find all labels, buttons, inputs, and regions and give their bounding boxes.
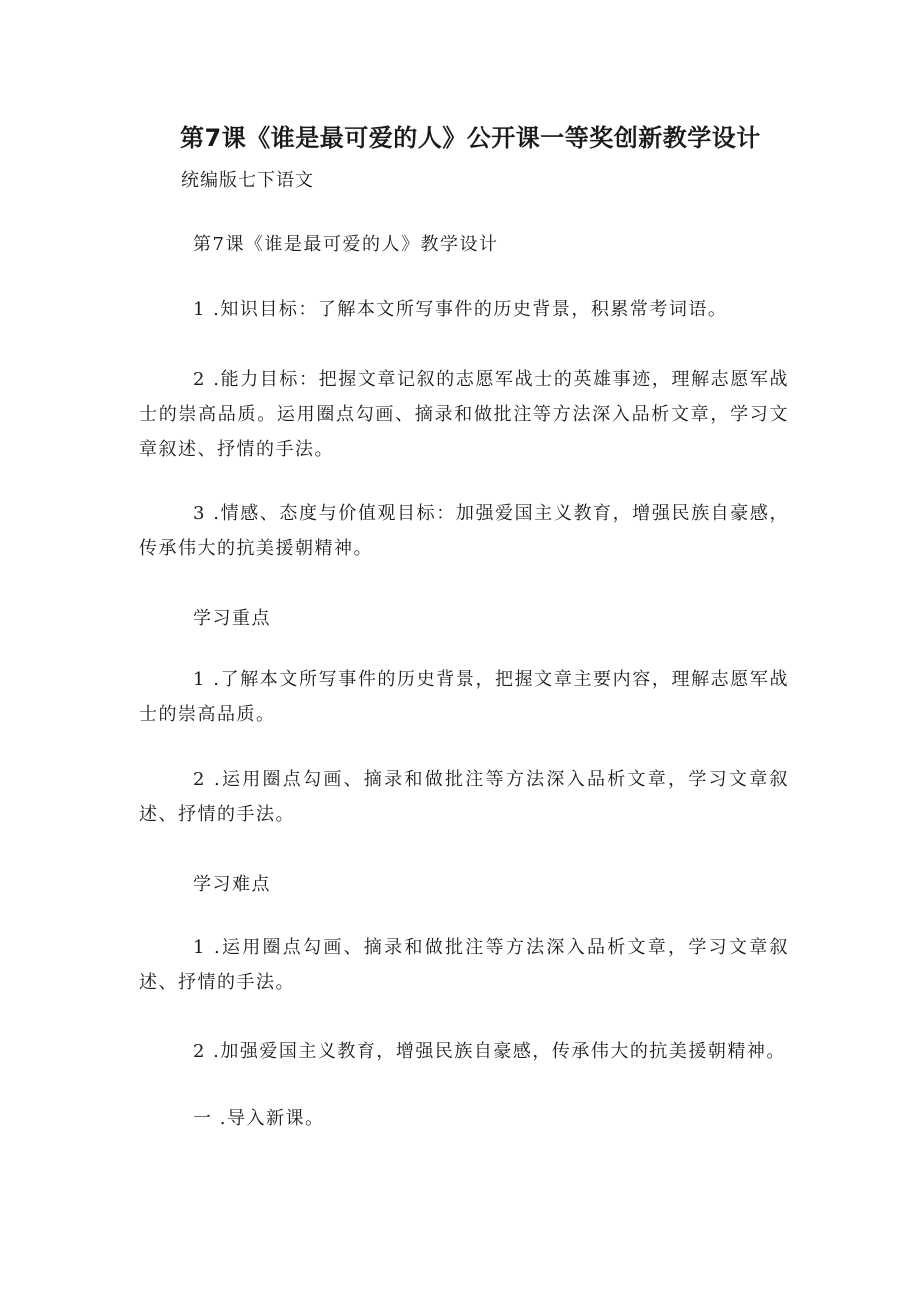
- difficulties-heading: 学习难点: [193, 874, 271, 895]
- difficulty-2: 2 .加强爱国主义教育，增强民族自豪感，传承伟大的抗美援朝精神。: [193, 1041, 786, 1062]
- key-points-heading: 学习重点: [193, 608, 271, 629]
- document-subtitle: 统编版七下语文: [181, 170, 314, 191]
- objective-knowledge: 1 .知识目标：了解本文所写事件的历史背景，积累常考词语。: [193, 299, 728, 320]
- document-title: 第7课《谁是最可爱的人》公开课一等奖创新教学设计: [180, 124, 761, 152]
- key-point-1: 1 .了解本文所写事件的历史背景，把握文章主要内容，理解志愿军战士的崇高品质。: [139, 669, 789, 725]
- objective-emotion: 3 .情感、态度与价值观目标：加强爱国主义教育，增强民族自豪感，传承伟大的抗美援朝精神。: [139, 503, 789, 559]
- objective-ability: 2 .能力目标：把握文章记叙的志愿军战士的英雄事迹，理解志愿军战士的崇高品质。运用圈点勾画、摘录和做批注等方法深入品析文章，学习文章叙述、抒情的手法。: [139, 369, 789, 460]
- difficulty-1: 1 .运用圈点勾画、摘录和做批注等方法深入品析文章，学习文章叙述、抒情的手法。: [139, 937, 789, 993]
- key-point-2: 2 .运用圈点勾画、摘录和做批注等方法深入品析文章，学习文章叙述、抒情的手法。: [139, 769, 789, 825]
- design-title: 第7课《谁是最可爱的人》教学设计: [193, 234, 499, 255]
- section-one-heading: 一 .导入新课。: [193, 1108, 325, 1129]
